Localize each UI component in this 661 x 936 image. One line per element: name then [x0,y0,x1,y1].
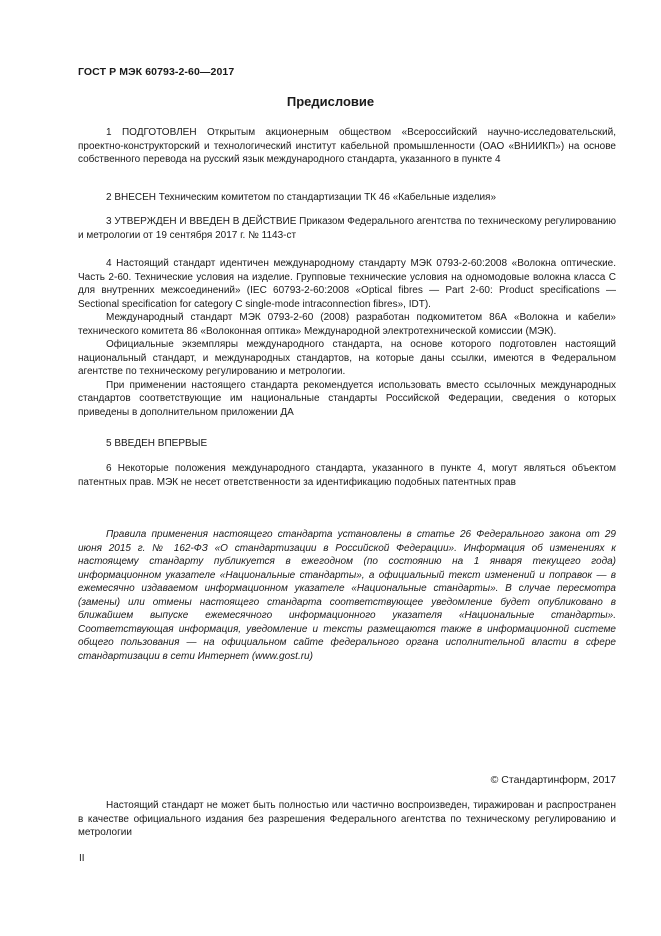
item-1 [78,126,616,167]
item-5 [78,437,616,451]
item-4-text-d: При применении настоящего стандарта рекомендуется использовать вместо ссылочных международных стандартов соответствующие им национальные стандарты Российской Федерации, сведения о которых приведены в дополнительном приложении ДА [78,379,616,418]
reproduction-note-text: Настоящий стандарт не может быть полностью или частично воспроизведен, тиражирован и распространен в качестве официального издания без разрешения Федерального агентства по техническому регулированию и метрологии [78,800,616,838]
item-4-text-a: 4 Настоящий стандарт идентичен международному стандарту МЭК 0793-2-60:2008 «Волокна оптические. Часть 2-60. Технические условия на изделие. Групповые технические условия на одномодовые волокна класса С для внутренних межсоединений» (IEC 60793-2-60:2008 «Optical fibres — Part 2-60: Product specifications — Sectional specification for category C single-mode intraconnection fibres», IDT). [78,258,616,310]
item-6-text: 6 Некоторые положения международного стандарта, указанного в пункте 4, могут являться объектом патентных прав. МЭК не несет ответственности за идентификацию подобных патентных прав [78,463,616,488]
item-4 [78,257,616,419]
rules-note [78,528,616,663]
page-number: II [79,853,85,864]
item-2-text: 2 ВНЕСЕН Техническим комитетом по стандартизации ТК 46 «Кабельные изделия» [106,192,497,203]
item-2 [78,191,616,205]
item-3-text: 3 УТВЕРЖДЕН И ВВЕДЕН В ДЕЙСТВИЕ Приказом Федерального агентства по техническому регулированию и метрологии от 19 сентября 2017 г. № 1143-ст [78,216,616,241]
page-title: Предисловие [286,94,375,109]
item-4-text-c: Официальные экземпляры международного стандарта, на основе которого подготовлен настоящий национальный стандарт, и международных стандартов, на которые даны ссылки, имеются в Федеральном агентстве по техническому регулированию и метрологии. [78,339,616,377]
standard-header: ГОСТ Р МЭК 60793-2-60—2017 [78,66,235,78]
item-5-text: 5 ВВЕДЕН ВПЕРВЫЕ [106,438,208,449]
reproduction-note [78,799,616,840]
copyright: © Стандартинформ, 2017 [490,774,616,786]
item-1-text: 1 ПОДГОТОВЛЕН Открытым акционерным обществом «Всероссийский научно-исследовательский, проектно-конструкторский и технологический институт кабельной промышленности (ОАО «ВНИИКП») на основе собственного перевода на русский язык международного стандарта, указанного в пункте 4 [78,127,616,165]
item-6 [78,462,616,489]
item-4-text-b: Международный стандарт МЭК 0793-2-60 (2008) разработан подкомитетом 86А «Волокна и кабели» технического комитета 86 «Волоконная оптика» Международной электротехнической комиссии (МЭК). [78,312,616,337]
rules-note-text: Правила применения настоящего стандарта установлены в статье 26 Федерального закона от 29 июня 2015 г. № 162-ФЗ «О стандартизации в Российской Федерации». Информация об изменениях к настоящему стандарту публикуется в ежегодном (по состоянию на 1 января текущего года) информационном указателе «Национальные стандарты», а официальный текст изменений и поправок — в ежемесячно издаваемом информационном указателе «Национальные стандарты». В случае пересмотра (замены) или отмены настоящего стандарта соответствующее уведомление будет опубликовано в ближайшем выпуске ежемесячного информационного указателя «Национальные стандарты». Соответствующая информация, уведомление и тексты размещаются также в информационной системе общего пользования — на официальном сайте федерального органа исполнительной власти в сфере стандартизации в сети Интернет (www.gost.ru) [78,529,616,662]
item-3 [78,215,616,242]
